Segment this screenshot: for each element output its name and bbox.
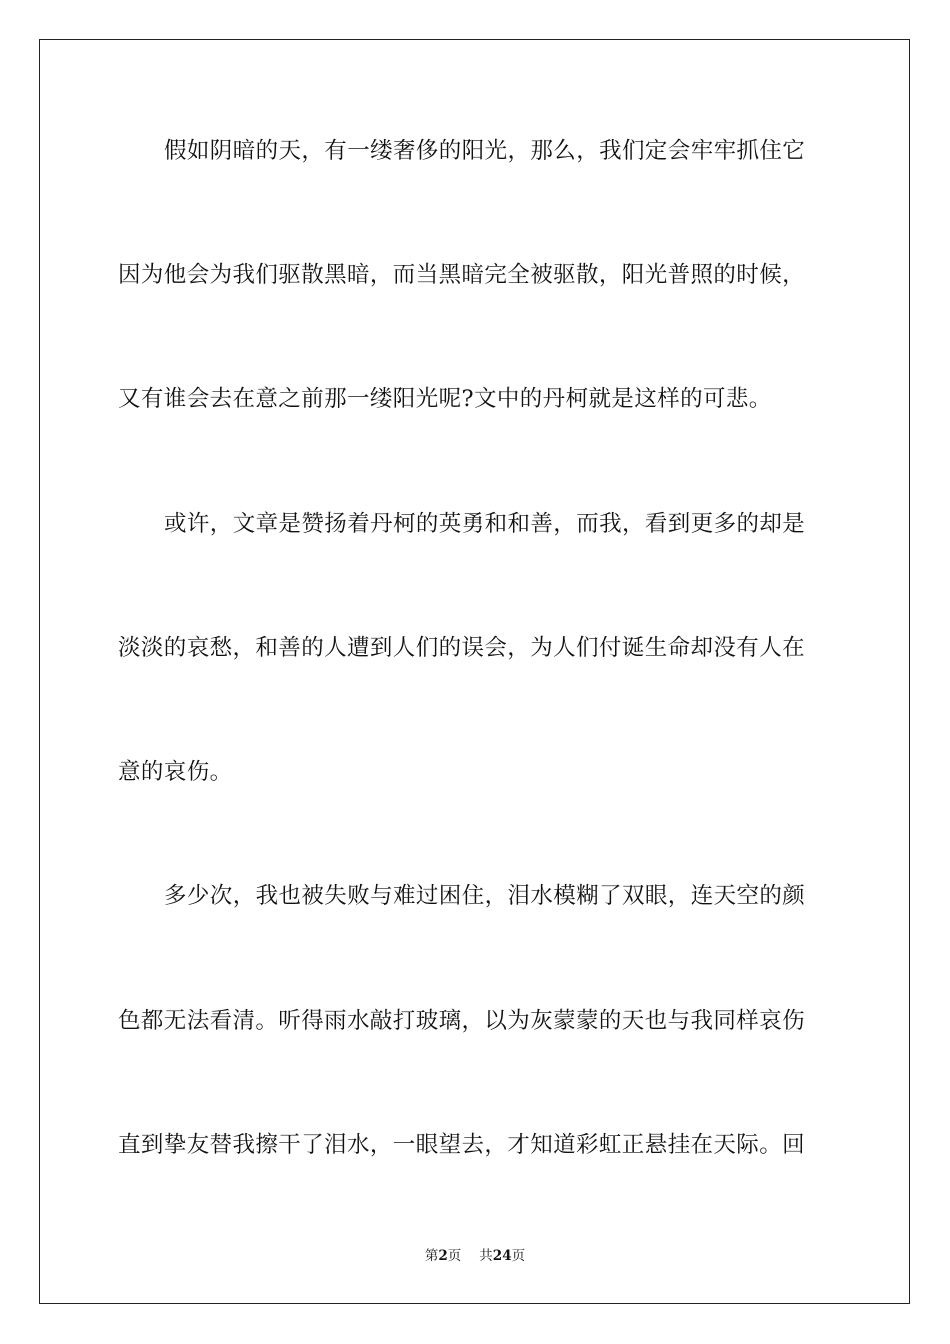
paragraph-3-line-3: 直到挚友替我擦干了泪水，一眼望去，才知道彩虹正悬挂在天际。回 <box>118 1132 806 1158</box>
total-prefix: 共 <box>479 1248 493 1264</box>
page-number: 2 <box>438 1248 448 1264</box>
paragraph-1-line-3: 又有谁会去在意之前那一缕阳光呢?文中的丹柯就是这样的可悲。 <box>118 386 772 412</box>
paragraph-3-line-1: 多少次，我也被失败与难过困住，泪水模糊了双眼，连天空的颜 <box>164 883 806 909</box>
paragraph-2-line-2: 淡淡的哀愁，和善的人遭到人们的误会，为人们付诞生命却没有人在 <box>118 635 806 661</box>
paragraph-2-line-1: 或许，文章是赞扬着丹柯的英勇和和善，而我，看到更多的却是 <box>164 511 806 537</box>
paragraph-1-line-2: 因为他会为我们驱散黑暗，而当黑暗完全被驱散，阳光普照的时候， <box>118 262 806 288</box>
page-footer <box>0 1247 950 1265</box>
page-suffix: 页 <box>447 1248 462 1264</box>
page-border <box>39 39 910 1304</box>
page-prefix: 第 <box>424 1248 439 1264</box>
total-pages: 24 <box>492 1248 512 1264</box>
paragraph-2-line-3: 意的哀伤。 <box>118 759 233 785</box>
total-suffix: 页 <box>511 1248 526 1264</box>
paragraph-1-line-1: 假如阴暗的天，有一缕奢侈的阳光，那么，我们定会牢牢抓住它 <box>164 138 806 164</box>
paragraph-3-line-2: 色都无法看清。听得雨水敲打玻璃，以为灰蒙蒙的天也与我同样哀伤 <box>118 1008 806 1034</box>
